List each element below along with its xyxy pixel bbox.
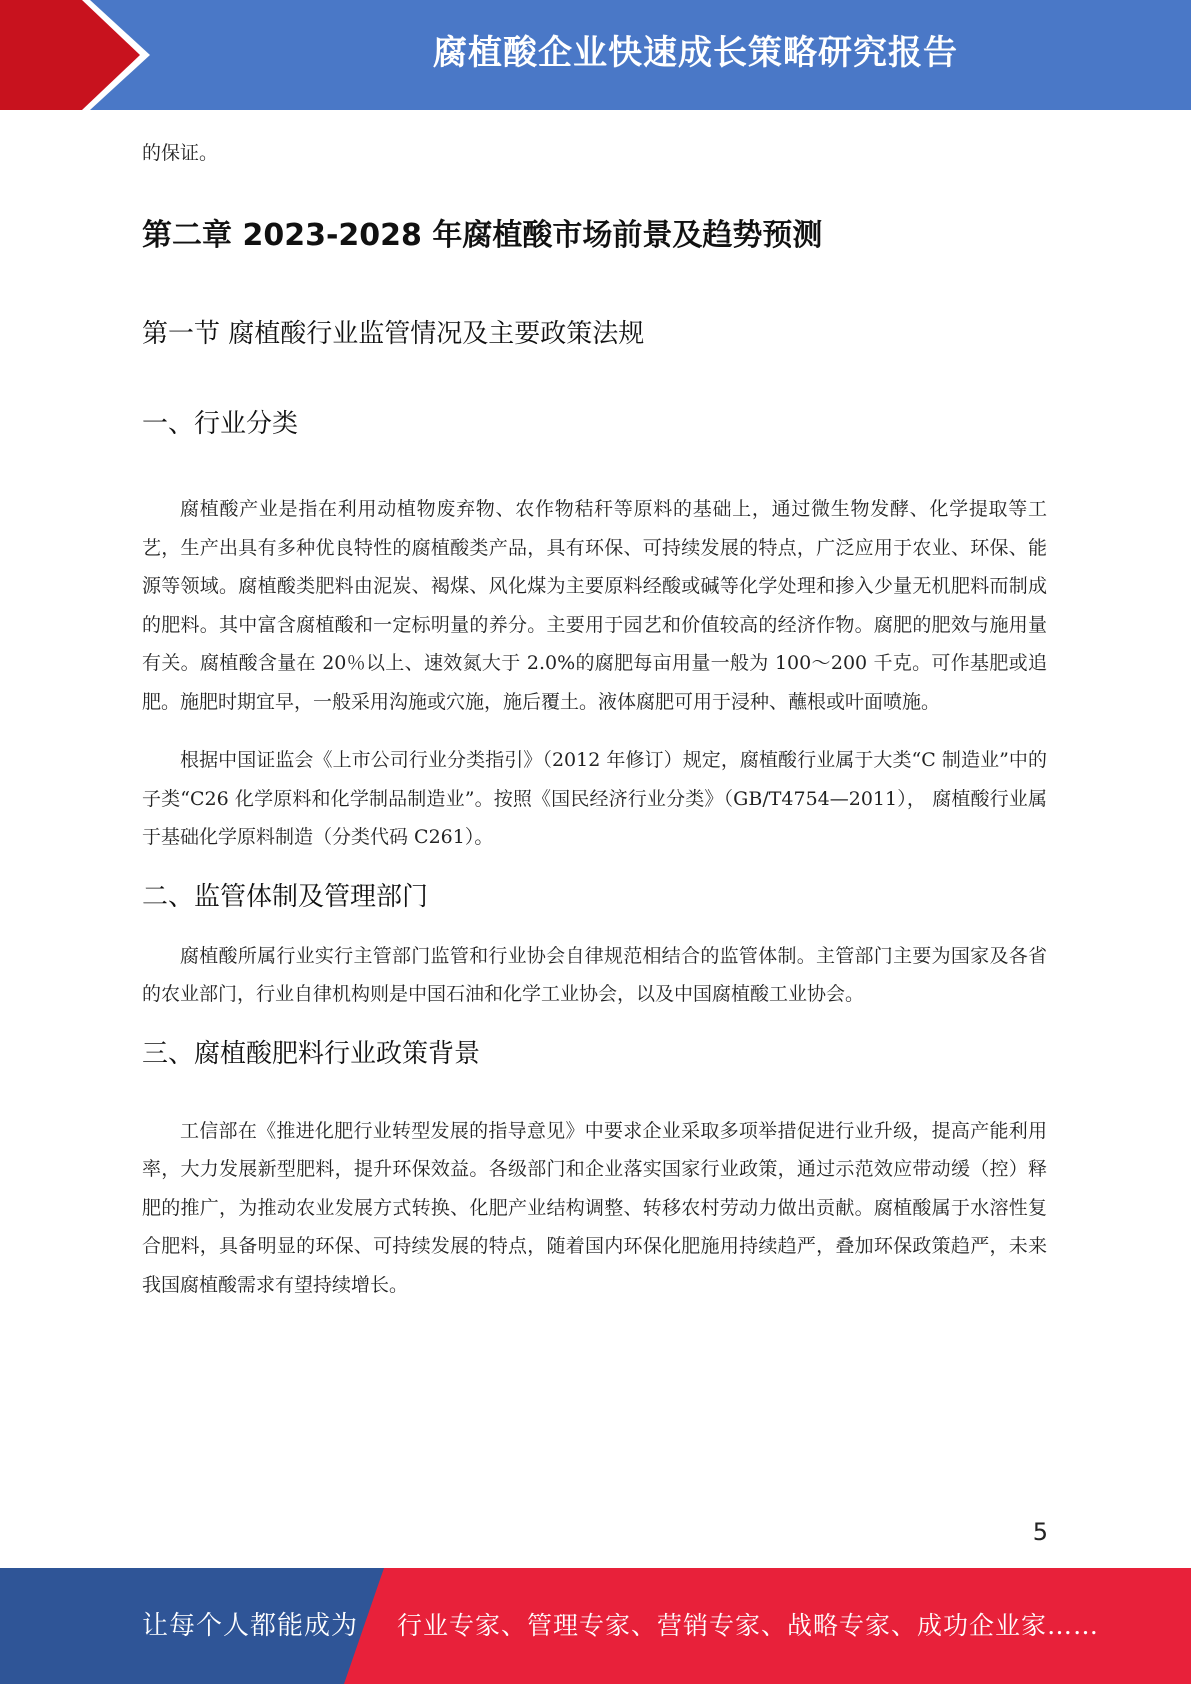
subsection-title-regulatory-system: 二、监管体制及管理部门 <box>142 881 429 912</box>
paragraph: 腐植酸所属行业实行主管部门监管和行业协会自律规范相结合的监管体制。主管部门主要为国家及各省的农业部门，行业自律机构则是中国石油和化学工业协会，以及中国腐植酸工业协会。 <box>142 944 1047 1005</box>
paragraph: 根据中国证监会《上市公司行业分类指引》（2012 年修订）规定，腐植酸行业属于大类“C 制造业”中的子类“C26 化学原料和化学制品制造业”。按照《国民经济行业分类》（GB/T4754—2011）， 腐植酸行业属于基础化学原料制造（分类代码 C261）。 <box>142 749 1047 848</box>
footer-banner <box>0 1568 1191 1684</box>
right-arrow-chevron-icon <box>0 0 160 110</box>
footer-slogan-left: 让每个人都能成为 <box>142 1611 359 1641</box>
section-title: 第一节 腐植酸行业监管情况及主要政策法规 <box>142 319 645 349</box>
header-banner <box>0 0 1191 110</box>
paragraph: 腐植酸产业是指在利用动植物废弃物、农作物秸秆等原料的基础上，通过微生物发酵、化学提取等工艺，生产出具有多种优良特性的腐植酸类产品，具有环保、可持续发展的特点，广泛应用于农业、环保、能源等领域。腐植酸类肥料由泥炭、褐煤、风化煤为主要原料经酸或碱等化学处理和掺入少量无机肥料而制成的肥料。其中富含腐植酸和一定标明量的养分。主要用于园艺和价值较高的经济作物。腐肥的肥效与施用量有关。腐植酸含量在 20％以上、速效氮大于 2.0%的腐肥每亩用量一般为 100～200 千克。可作基肥或追肥。施肥时期宜早，一般采用沟施或穴施，施后覆土。液体腐肥可用于浸种、蘸根或叶面喷施。 <box>142 498 1047 713</box>
subsection-title-policy-background: 三、腐植酸肥料行业政策背景 <box>142 1038 481 1069</box>
continuation-text: 的保证。 <box>142 142 219 164</box>
document-body <box>142 110 1047 1304</box>
paragraph: 工信部在《推进化肥行业转型发展的指导意见》中要求企业采取多项举措促进行业升级，提高产能利用率，大力发展新型肥料，提升环保效益。各级部门和企业落实国家行业政策，通过示范效应带动缓（控）释肥的推广，为推动农业发展方式转换、化肥产业结构调整、转移农村劳动力做出贡献。腐植酸属于水溶性复合肥料，具备明显的环保、可持续发展的特点，随着国内环保化肥施用持续趋严，叠加环保政策趋严，未来我国腐植酸需求有望持续增长。 <box>142 1119 1047 1296</box>
report-title: 腐植酸企业快速成长策略研究报告 <box>433 33 958 73</box>
footer-slogan-right: 行业专家、管理专家、营销专家、战略专家、成功企业家…… <box>397 1611 1100 1640</box>
chapter-title: 第二章 2023-2028 年腐植酸市场前景及趋势预测 <box>142 218 823 253</box>
page-number: 5 <box>1032 1518 1048 1546</box>
subsection-title-industry-classification: 一、行业分类 <box>142 409 299 439</box>
